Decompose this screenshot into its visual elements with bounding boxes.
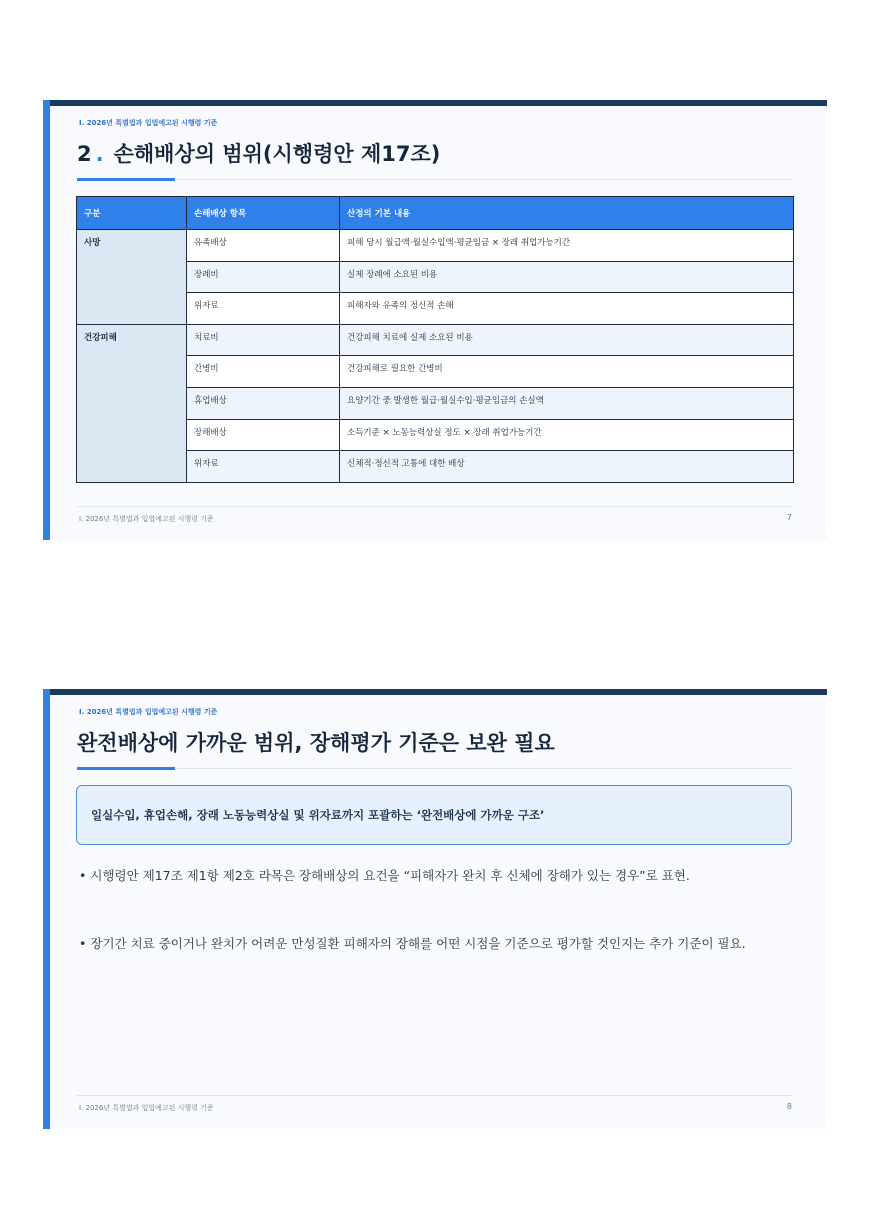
bullet-item: [79, 865, 789, 887]
callout-text: 일실수입, 휴업손해, 장래 노동능력상실 및 위자료까지 포괄하는 ‘완전배상에 가까운 구조’: [91, 808, 545, 822]
item-cell: 치료비: [187, 324, 340, 356]
page-number: 7: [786, 513, 792, 522]
bullet-item: [79, 933, 789, 955]
desc-cell: 요양기간 중 발생한 월급·월실수입·평균임금의 손실액: [340, 387, 794, 419]
footer-divider: [77, 1095, 793, 1096]
desc-cell: 실제 장례에 소요된 비용: [340, 261, 794, 293]
damages-table: [76, 196, 794, 483]
table-row: [77, 324, 794, 356]
group-cell: 사망: [77, 230, 187, 325]
slide-top-bar: [43, 100, 827, 106]
table-header-row: [77, 197, 794, 230]
bullet-text: 시행령안 제17조 제1항 제2호 라목은 장해배상의 요건을 “피해자가 완치 후 신체에 장해가 있는 경우”로 표현.: [90, 868, 690, 883]
group-cell: 건강피해: [77, 324, 187, 482]
title-dot: .: [95, 142, 104, 166]
desc-cell: 피해 당시 월급액·월실수입액·평균임금 × 장래 취업가능기간: [340, 230, 794, 262]
title-text: 손해배상의 범위(시행령안 제17조): [113, 142, 441, 166]
item-cell: 휴업배상: [187, 387, 340, 419]
item-cell: 유족배상: [187, 230, 340, 262]
desc-cell: 신체적·정신적 고통에 대한 배상: [340, 451, 794, 483]
page-number: 8: [786, 1102, 792, 1111]
header-item: 손해배상 항목: [187, 197, 340, 230]
summary-callout: [76, 785, 792, 845]
title-accent-underline: [77, 178, 175, 181]
section-kicker: Ⅰ. 2026년 특별법과 입법예고된 시행령 기준: [79, 708, 218, 716]
footer-divider: [77, 506, 793, 507]
slide-left-bar: [43, 689, 50, 1129]
slide-7: [43, 100, 827, 540]
item-cell: 위자료: [187, 293, 340, 325]
slide-left-bar: [43, 100, 50, 540]
bullet-mark: •: [79, 936, 87, 951]
item-cell: 장해배상: [187, 419, 340, 451]
header-description: 산정의 기본 내용: [340, 197, 794, 230]
slide-footer: Ⅰ. 2026년 특별법과 입법예고된 시행령 기준: [79, 515, 214, 523]
slide-title: [77, 138, 440, 168]
section-kicker: Ⅰ. 2026년 특별법과 입법예고된 시행령 기준: [79, 119, 218, 127]
desc-cell: 건강피해 치료에 실제 소요된 비용: [340, 324, 794, 356]
title-number: 2: [77, 142, 92, 166]
bullet-text: 장기간 치료 중이거나 완치가 어려운 만성질환 피해자의 장해를 어떤 시점을 기준으로 평가할 것인지는 추가 기준이 필요.: [90, 936, 746, 951]
title-divider: [77, 179, 793, 180]
item-cell: 위자료: [187, 451, 340, 483]
bullet-mark: •: [79, 868, 87, 883]
slide-footer: Ⅰ. 2026년 특별법과 입법예고된 시행령 기준: [79, 1104, 214, 1112]
header-category: 구분: [77, 197, 187, 230]
slide-title: 완전배상에 가까운 범위, 장해평가 기준은 보완 필요: [77, 731, 555, 755]
slide-top-bar: [43, 689, 827, 695]
table-row: [77, 230, 794, 262]
desc-cell: 건강피해로 필요한 간병비: [340, 356, 794, 388]
item-cell: 장례비: [187, 261, 340, 293]
title-divider: [77, 768, 793, 769]
desc-cell: 소득기준 × 노동능력상실 정도 × 장래 취업가능기간: [340, 419, 794, 451]
item-cell: 간병비: [187, 356, 340, 388]
title-accent-underline: [77, 767, 175, 770]
desc-cell: 피해자와 유족의 정신적 손해: [340, 293, 794, 325]
slide-8: [43, 689, 827, 1129]
